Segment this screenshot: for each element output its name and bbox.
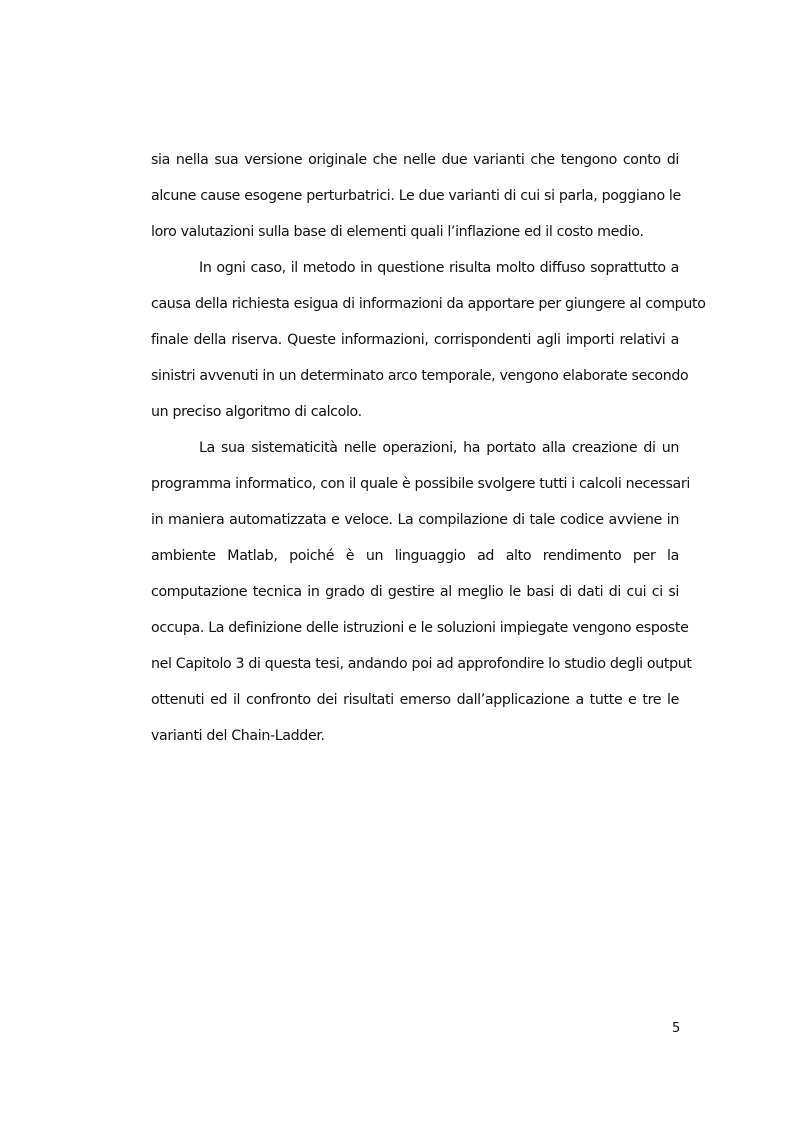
text-line: loro valutazioni sulla base di elementi quali l’inflazione ed il costo medio. [151, 224, 644, 240]
text-line: La sua sistematicità nelle operazioni, ha portato alla creazione di un [199, 440, 679, 456]
text-line: varianti del Chain-Ladder. [151, 728, 325, 744]
paragraph-3 [151, 434, 692, 758]
text-line: In ogni caso, il metodo in questione risulta molto diffuso soprattutto a [199, 260, 679, 276]
text-line: un preciso algoritmo di calcolo. [151, 404, 362, 420]
text-line: finale della riserva. Queste informazioni, corrispondenti agli importi relativi a [151, 332, 679, 348]
text-line: occupa. La definizione delle istruzioni e le soluzioni impiegate vengono esposte [151, 620, 689, 636]
text-line: sinistri avvenuti in un determinato arco temporale, vengono elaborate secondo [151, 368, 689, 384]
paragraph-2 [151, 254, 706, 434]
text-line: causa della richiesta esigua di informazioni da apportare per giungere al computo [151, 296, 706, 312]
text-line: nel Capitolo 3 di questa tesi, andando poi ad approfondire lo studio degli output [151, 656, 692, 672]
text-line: ambiente Matlab, poiché è un linguaggio ad alto rendimento per la [151, 548, 679, 564]
paragraph-1 [151, 146, 679, 254]
text-line: alcune cause esogene perturbatrici. Le due varianti di cui si parla, poggiano le [151, 188, 681, 204]
body-text [151, 146, 706, 758]
text-line: sia nella sua versione originale che nelle due varianti che tengono conto di [151, 152, 679, 168]
text-line: in maniera automatizzata e veloce. La compilazione di tale codice avviene in [151, 512, 679, 528]
page-number: 5 [672, 1021, 681, 1036]
text-line: computazione tecnica in grado di gestire al meglio le basi di dati di cui ci si [151, 584, 679, 600]
text-line: ottenuti ed il confronto dei risultati emerso dall’applicazione a tutte e tre le [151, 692, 679, 708]
text-line: programma informatico, con il quale è possibile svolgere tutti i calcoli necessari [151, 476, 690, 492]
